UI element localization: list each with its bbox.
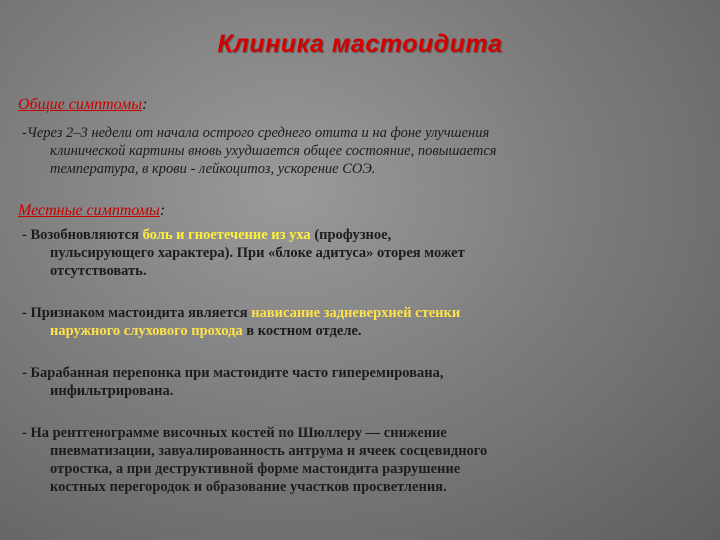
general-line-2: клинической картины вновь ухудшается общее состояние, повышается (50, 143, 497, 159)
local-item-2 (22, 304, 672, 340)
heading-colon: : (159, 202, 166, 219)
highlight-text: боль и гноетечение из уха (142, 227, 311, 243)
item-3-line-2: инфильтрирована. (50, 383, 174, 399)
item-1-line-1 (22, 226, 672, 244)
item-4-line-1: - На рентгенограмме височных костей по Шюллеру — снижение (22, 425, 447, 441)
general-symptoms-heading-text: Общие симптомы (18, 96, 143, 113)
local-item-4 (22, 424, 672, 496)
general-line-3: температура, в крови - лейкоцитоз, ускорение СОЭ. (50, 161, 376, 177)
item-text: в костном отделе. (242, 323, 362, 339)
item-text: - Возобновляются (22, 227, 143, 243)
heading-colon: : (142, 96, 148, 113)
local-item-3 (22, 364, 672, 400)
item-text: (профузное, (310, 227, 392, 243)
highlight-text: наружного слухового прохода (50, 323, 243, 339)
general-symptoms-heading (18, 96, 147, 114)
item-1-line-2: пульсирующего характера). При «блоке адитуса» оторея может (50, 245, 465, 261)
item-3-line-1: - Барабанная перепонка при мастоидите часто гиперемирована, (22, 365, 444, 381)
item-4-line-2: пневматизации, завуалированность антрума и ячеек сосцевидного (50, 443, 488, 459)
item-2-line-2 (22, 322, 672, 340)
highlight-text: нависание задневерхней стенки (251, 305, 461, 321)
item-text: - Признаком мастоидита является (22, 305, 252, 321)
local-symptoms-heading-text: Местные симптомы (18, 202, 160, 219)
local-symptoms-heading (18, 202, 165, 220)
item-1-line-3: отсутствовать. (50, 263, 147, 279)
general-symptoms-text (22, 124, 672, 178)
item-4-line-4: костных перегородок и образование участков просветления. (50, 479, 447, 495)
slide-title: Клиника мастоидита (217, 30, 503, 58)
item-2-line-1 (22, 304, 672, 322)
general-line-1: -Через 2–3 недели от начала острого среднего отита и на фоне улучшения (22, 125, 490, 141)
local-item-1 (22, 226, 672, 280)
item-4-line-3: отростка, а при деструктивной форме мастоидита разрушение (50, 461, 461, 477)
